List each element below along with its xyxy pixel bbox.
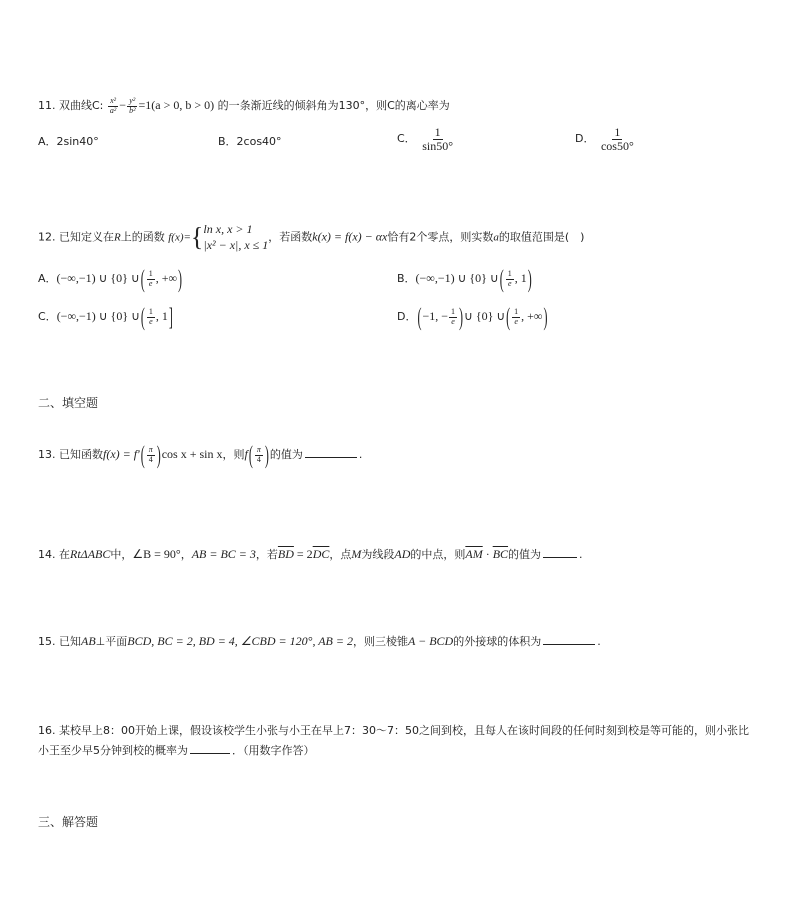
fraction-x2-a2: $\frac{\text{x²}}{\text{a²}}$ xyxy=(109,96,117,115)
answer-blank xyxy=(305,456,357,458)
question-number: 11. xyxy=(38,99,56,112)
question-text: 的一条渐近线的倾斜角为130°，则C的离心率为 xyxy=(217,99,450,112)
option-d: D． $\frac{1}{\cos 50^\circ}$ xyxy=(575,125,634,153)
piecewise-cases: ln x, x > 1 |x² − x|, x ≤ 1 xyxy=(203,222,269,252)
answer-blank xyxy=(190,752,230,754)
function-f: f(x)= xyxy=(168,231,191,244)
left-brace-icon: { xyxy=(190,222,204,252)
option-d: D．(−1, − $\frac{1}{e}$ )∪ {0} ∪( $\frac{1}{e}$ , +∞) xyxy=(397,301,548,331)
option-c: C． $\frac{1}{\sin 50^\circ}$ xyxy=(397,125,453,153)
option-b: B．2cos40° xyxy=(218,135,282,148)
question-16-line-2: 小王至少早5分钟到校的概率为 ．（用数字作答） xyxy=(38,744,315,757)
option-a: A．(−∞,−1) ∪ {0} ∪( $\frac{1}{e}$ , +∞) xyxy=(38,263,183,293)
question-12: 12. 已知定义在R上的函数 f(x)={ ln x, x > 1 |x² − x|, x ≤ 1 ，若函数k(x) = f(x) − αx恰有2个零点，则实数a的取值范围是( ) xyxy=(38,222,585,252)
answer-blank xyxy=(543,643,595,645)
question-11: 11. 双曲线C: $\frac{\text{x²}}{\text{a²}}$ − $\frac{\text{y²}}{\text{b²}}$ =1(a > 0, b > 0) 的一条渐近线的倾斜角为130°，则C的离心率为 xyxy=(38,96,450,115)
section-heading: 二、填空题 xyxy=(38,396,99,410)
option-b: B．(−∞,−1) ∪ {0} ∪( $\frac{1}{e}$ , 1) xyxy=(397,263,532,293)
option-c: C．(−∞,−1) ∪ {0} ∪( $\frac{1}{e}$ , 1] xyxy=(38,301,173,331)
question-16-line-1: 16. 某校早上8：00开始上课，假设该校学生小张与小王在早上7：30～7：50之间到校，且每人在该时间段的任何时刻到校是等可能的，则小张比 xyxy=(38,724,749,737)
question-text: 双曲线C: xyxy=(59,99,104,112)
section-heading: 三、解答题 xyxy=(38,815,99,829)
fraction-y2-b2: $\frac{\text{y²}}{\text{b²}}$ xyxy=(129,96,136,115)
answer-blank xyxy=(543,556,577,558)
question-15: 15. 已知AB⊥平面BCD, BC = 2, BD = 4, ∠CBD = 120°, AB = 2，则三棱锥A − BCD的外接球的体积为 . xyxy=(38,634,601,648)
question-13: 13. 已知函数f(x) = f′( $\frac{\pi}{4}$ )cos x + sin x，则f( $\frac{\pi}{4}$ )的值为 . xyxy=(38,439,363,469)
equation-rest: =1(a > 0, b > 0) xyxy=(138,98,215,112)
option-a: A．2sin40° xyxy=(38,135,99,148)
question-14: 14. 在RtΔABC中，∠B = 90°，AB = BC = 3，若$\overline{BD} = 2\overline{DC}$，点M为线段AD的中点，则$\overline{AM} \cdot \overline{BC}$的值为 . xyxy=(38,547,583,561)
